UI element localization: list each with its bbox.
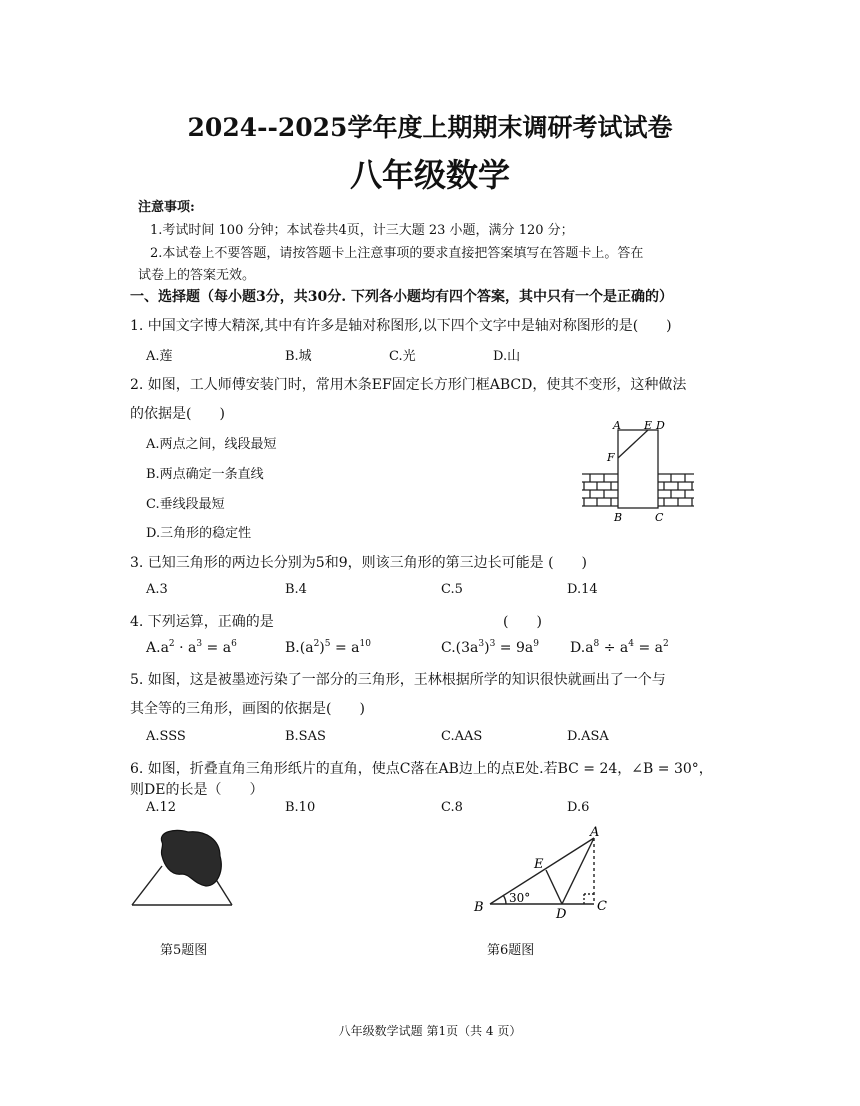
notice-line-2b: 试卷上的答案无效。 <box>138 268 256 283</box>
q1-option-a: A.莲 <box>146 349 173 364</box>
q1-option-d: D.山 <box>493 349 521 364</box>
notice-line-1: 1.考试时间 100 分钟；本试卷共4页，计三大题 23 小题，满分 120 分； <box>150 223 574 238</box>
exam-title: 2024--2025学年度上期期末调研考试试卷 <box>187 113 673 142</box>
question-6-stem-2: 则DE的长是（ ） <box>130 782 264 798</box>
question-4-stem: 4. 下列运算，正确的是 <box>130 614 274 630</box>
q6-label-c: C <box>597 899 607 914</box>
q5-option-c: C.AAS <box>441 729 483 744</box>
notice-line-2a: 2.本试卷上不要答题，请按答题卡上注意事项的要求直接把答案填写在答题卡上。答在 <box>150 246 644 261</box>
q6-folded-triangle-figure <box>470 822 620 918</box>
question-5-stem-2: 其全等的三角形，画图的依据是( ) <box>130 701 365 717</box>
q2-option-a: A.两点之间，线段最短 <box>146 437 277 452</box>
q2-door-frame-figure <box>576 418 710 528</box>
question-5-stem-1: 5. 如图，这是被墨迹污染了一部分的三角形，王林根据所学的知识很快就画出了一个与 <box>130 672 666 688</box>
q2-label-f: F <box>607 451 615 464</box>
q6-label-b: B <box>474 900 484 915</box>
exam-subject: 八年级数学 <box>349 156 510 194</box>
question-3-stem: 3. 已知三角形的两边长分别为5和9，则该三角形的第三边长可能是 ( ) <box>130 555 587 571</box>
q2-label-a: A <box>613 419 621 432</box>
q4-option-b: $B.(a^2)^5 = a^{10}$ <box>285 639 371 656</box>
section-heading: 一、选择题（每小题3分，共30分. 下列各小题均有四个答案，其中只有一个是正确的） <box>130 289 673 305</box>
q5-option-d: D.ASA <box>567 729 609 744</box>
q6-option-a: A.12 <box>146 800 177 815</box>
q2-label-e: E <box>644 419 653 432</box>
q3-option-c: C.5 <box>441 582 463 597</box>
q6-label-e: E <box>534 857 544 872</box>
q6-figure-caption: 第6题图 <box>487 943 535 958</box>
q4-option-c: $C.(3a^3)^3 = 9a^9$ <box>441 639 539 656</box>
q2-option-b: B.两点确定一条直线 <box>146 467 264 482</box>
q6-label-a: A <box>590 825 600 840</box>
question-2-stem-1: 2. 如图，工人师傅安装门时，常用木条EF固定长方形门框ABCD，使其不变形，这种做法 <box>130 377 687 393</box>
q6-angle-label: 30° <box>509 891 531 905</box>
q1-option-c: C.光 <box>389 349 416 364</box>
notice-heading: 注意事项: <box>138 200 195 215</box>
q4-option-a: $A.a^2 \cdot a^3 = a^6$ <box>146 639 237 656</box>
q3-option-d: D.14 <box>567 582 598 597</box>
q5-option-a: A.SSS <box>146 729 186 744</box>
q1-option-b: B.城 <box>285 349 312 364</box>
q5-figure-caption: 第5题图 <box>160 943 208 958</box>
q5-option-b: B.SAS <box>285 729 326 744</box>
question-6-stem-1: 6. 如图，折叠直角三角形纸片的直角，使点C落在AB边上的点E处.若BC = 24，∠B = 30°， <box>130 761 713 777</box>
q2-option-d: D.三角形的稳定性 <box>146 526 252 541</box>
q6-option-c: C.8 <box>441 800 463 815</box>
q4-option-d: $D.a^8 \div a^4 = a^2$ <box>570 639 669 656</box>
q2-label-c: C <box>655 511 664 524</box>
question-4-paren: ( ) <box>503 614 542 630</box>
question-2-stem-2: 的依据是( ) <box>130 406 225 422</box>
q2-label-d: D <box>656 419 665 432</box>
page-footer: 八年级数学试题 第1页（共 4 页） <box>338 1024 522 1038</box>
q6-option-d: D.6 <box>567 800 590 815</box>
q3-option-b: B.4 <box>285 582 307 597</box>
q2-option-c: C.垂线段最短 <box>146 497 225 512</box>
q6-option-b: B.10 <box>285 800 316 815</box>
q3-option-a: A.3 <box>146 582 168 597</box>
question-1-stem: 1. 中国文字博大精深,其中有许多是轴对称图形,以下四个文字中是轴对称图形的是( ) <box>130 318 672 334</box>
ink-stain-shape <box>161 830 221 886</box>
q2-label-b: B <box>614 511 623 524</box>
q6-label-d: D <box>556 907 567 918</box>
q5-stained-triangle-figure <box>128 826 238 910</box>
